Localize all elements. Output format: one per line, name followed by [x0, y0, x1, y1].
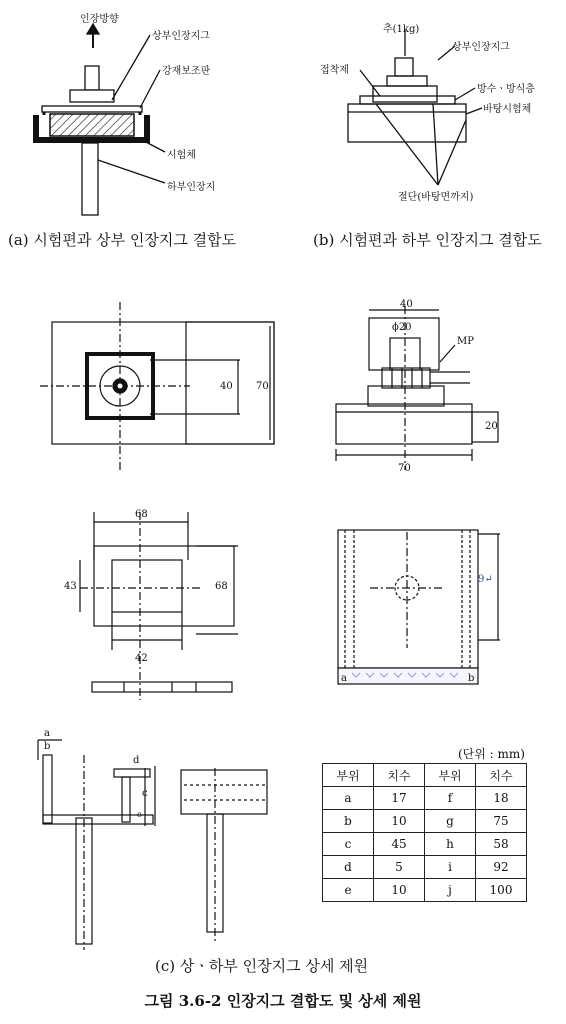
dim-mid-left-43: 43 [64, 581, 77, 592]
label-weight: 추(1kg) [383, 24, 420, 35]
label-upper-jig-a: 상부인장지그 [152, 31, 210, 42]
table-cell: b [323, 810, 374, 833]
dim-top-left-70: 70 [256, 381, 269, 392]
table-header-cell: 치수 [374, 764, 425, 787]
dim-mid-right-a: a [341, 673, 347, 684]
table-cell: i [425, 856, 476, 879]
dim-mid-left-68a: 68 [135, 509, 148, 520]
panel-b-drawing [348, 30, 482, 185]
table-cell: a [323, 787, 374, 810]
table-cell: 10 [374, 879, 425, 902]
label-specimen: 시험체 [167, 150, 196, 161]
table-cell: f [425, 787, 476, 810]
panel-a-drawing [36, 24, 165, 215]
table-cell: 17 [374, 787, 425, 810]
dim-bot-left-e: e [137, 810, 142, 819]
table-cell: 5 [374, 856, 425, 879]
table-row [323, 856, 527, 879]
table-row [323, 833, 527, 856]
dim-top-right-70: 70 [398, 463, 411, 474]
table-cell: 75 [476, 810, 527, 833]
table-row [323, 810, 527, 833]
table-cell: 18 [476, 787, 527, 810]
dim-bot-left-b: b [44, 741, 51, 752]
detail-mid-left [80, 512, 238, 700]
dimension-table [322, 763, 527, 902]
table-cell: 45 [374, 833, 425, 856]
detail-top-right [336, 306, 498, 470]
table-row [323, 787, 527, 810]
dim-top-right-mp: MP [457, 336, 474, 347]
label-waterproof-layer: 방수ㆍ방식층 [477, 84, 535, 95]
label-steel-plate: 강재보조판 [162, 66, 211, 77]
table-cell: 92 [476, 856, 527, 879]
caption-c: (c) 상ㆍ하부 인장지그 상세 제원 [155, 957, 369, 975]
table-row [323, 879, 527, 902]
caption-a: (a) 시험편과 상부 인장지그 결합도 [8, 231, 237, 249]
table-cell: g [425, 810, 476, 833]
dim-mid-left-68b: 68 [215, 581, 228, 592]
dim-mid-left-42: 42 [135, 653, 148, 664]
dim-top-right-phi20: ϕ20 [392, 322, 412, 333]
table-cell: e [323, 879, 374, 902]
table-header-row [323, 764, 527, 787]
label-cut: 절단(바탕면까지) [398, 192, 474, 203]
table-header-cell: 부위 [425, 764, 476, 787]
table-cell: j [425, 879, 476, 902]
dim-bot-left-c: c [142, 788, 148, 799]
label-adhesive: 접착제 [320, 65, 349, 76]
dim-mid-right-9: 9↵ [478, 574, 493, 585]
detail-bottom-left [38, 740, 267, 950]
table-cell: d [323, 856, 374, 879]
label-upper-jig-b: 상부인장지그 [452, 42, 510, 53]
dim-mid-right-b: b [468, 673, 475, 684]
label-base-specimen: 바탕시험체 [483, 104, 532, 115]
table-cell: 58 [476, 833, 527, 856]
table-header-cell: 부위 [323, 764, 374, 787]
table-unit: (단위 : mm) [458, 747, 525, 761]
dim-bot-left-d: d [133, 755, 140, 766]
table-header-cell: 치수 [476, 764, 527, 787]
table-cell: 100 [476, 879, 527, 902]
label-pull-direction: 인장방향 [80, 14, 119, 25]
dim-top-right-20: 20 [485, 421, 498, 432]
dim-bot-left-a: a [44, 728, 50, 739]
detail-mid-right [338, 530, 500, 684]
label-lower-jig: 하부인장지 [167, 182, 216, 193]
dim-top-left-40: 40 [220, 381, 233, 392]
detail-top-left [40, 302, 274, 470]
table-cell: 10 [374, 810, 425, 833]
table-cell: c [323, 833, 374, 856]
figure-title: 그림 3.6-2 인장지그 결합도 및 상세 제원 [144, 992, 422, 1010]
table-cell: h [425, 833, 476, 856]
dim-top-right-40: 40 [400, 299, 413, 310]
caption-b: (b) 시험편과 하부 인장지그 결합도 [313, 231, 542, 249]
